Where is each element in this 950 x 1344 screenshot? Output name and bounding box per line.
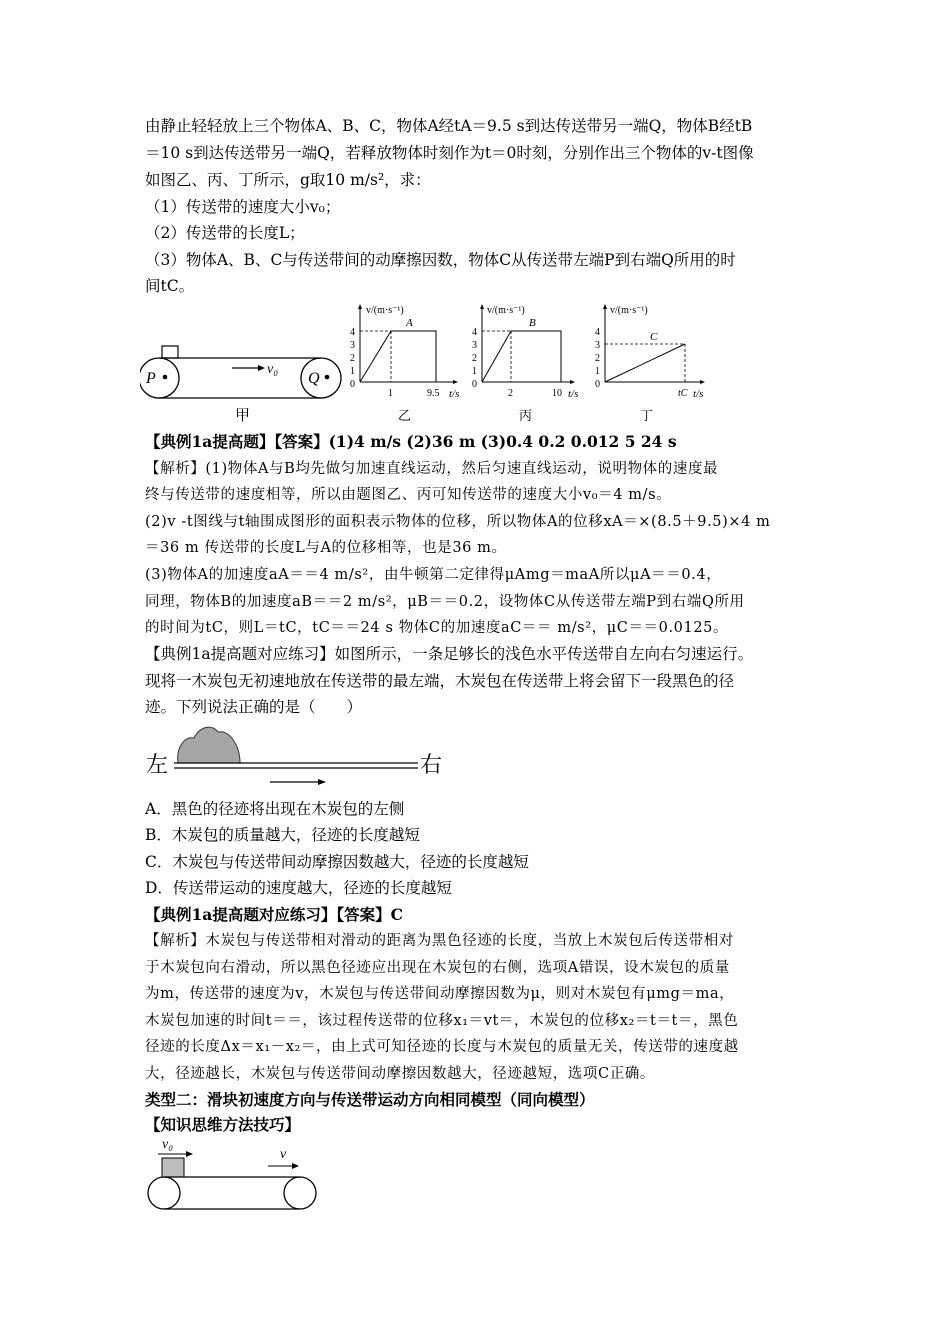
graph-ding-ylabel: v/(m·s⁻¹) [610, 305, 648, 316]
pulley-label-q: Q [308, 370, 320, 387]
belt-velocity-label: v₀ [267, 362, 279, 377]
graph-ding-ytick-3: 3 [595, 340, 600, 351]
tips-heading: 【知识思维方法技巧】 [145, 1115, 301, 1134]
graph-yi [350, 304, 459, 423]
answer-1-line-7: 的时间为tC，则L＝tC，tC＝＝24 s 物体C的加速度aC＝＝ m/s²，μC＝＝0.0125。 [145, 620, 729, 636]
option-a: A．黑色的径迹将出现在木炭包的左侧 [145, 800, 405, 818]
graph-ding-xlabel: t/s [693, 388, 704, 400]
graph-yi-xlabel: t/s [449, 388, 460, 400]
answer-2-line-4: 木炭包加速的时间t＝＝，该过程传送带的位移x₁＝vt＝，木炭包的位移x₂＝t＝t＝，黑色 [145, 1013, 739, 1029]
caption-jia: 甲 [235, 408, 251, 424]
belt-velocity-v-label: v [280, 1147, 287, 1162]
label-left: 左 [146, 752, 169, 777]
answer-1-line-5: (3)物体A的加速度aA＝＝4 m/s²，由牛顿第二定律得μAmg＝maA所以μA＝＝0.4， [145, 567, 722, 583]
graph-yi-ytick-2: 2 [350, 353, 355, 364]
question-3a: （3）物体A、B、C与传送带间的动摩擦因数，物体C从传送带左端P到右端Q所用的时 [145, 251, 736, 269]
graph-bing-ytick-3: 3 [472, 340, 477, 351]
belt-direction-arrow-icon [318, 779, 326, 785]
graph-yi-ytick-0: 0 [350, 379, 355, 390]
graph-yi-xtick-2: 9.5 [427, 388, 440, 399]
graph-bing-ytick-0: 0 [472, 379, 477, 390]
block-icon [162, 1158, 184, 1177]
graph-bing-ytick-1: 1 [472, 366, 477, 377]
graph-bing-xtick-2: 10 [552, 388, 562, 399]
answer-2-line-3: 为m，传送带的速度为v，木炭包与传送带间动摩擦因数为μ，则对木炭包有μmg＝ma， [145, 986, 735, 1002]
graph-ding-curve-label: C [650, 331, 658, 343]
caption-bing: 丙 [519, 408, 533, 423]
figure-same-direction-model [142, 1132, 332, 1214]
option-b: B．木炭包的质量越大，径迹的长度越短 [145, 826, 420, 844]
graph-yi-ytick-1: 1 [350, 366, 355, 377]
intro-line-2: ＝10 s到达传送带另一端Q，若释放物体时刻作为t＝0时刻，分别作出三个物体的v-t图像 [145, 144, 754, 162]
graph-ding-ytick-1: 1 [595, 366, 600, 377]
question-1: （1）传送带的速度大小v₀； [145, 198, 341, 216]
graph-ding [595, 304, 705, 423]
option-c: C．木炭包与传送带间动摩擦因数越大，径迹的长度越短 [145, 853, 529, 871]
answer-2-line-6: 大，径迹越长，木炭包与传送带间动摩擦因数越大，径迹越短，选项C正确。 [145, 1066, 655, 1082]
graph-yi-ytick-3: 3 [350, 340, 355, 351]
figure-charcoal-belt [142, 720, 452, 792]
block-velocity-label: v₀ [162, 1137, 174, 1152]
belt-figure-jia [140, 346, 341, 424]
graph-bing-ytick-2: 2 [472, 353, 477, 364]
graph-yi-ytick-4: 4 [350, 327, 355, 338]
graph-ding-ytick-0: 0 [595, 379, 600, 390]
graph-yi-xtick-1: 1 [388, 388, 393, 399]
answer-1-line-2: 终与传送带的速度相等，所以由题图乙、丙可知传送带的速度大小v₀＝4 m/s。 [145, 487, 672, 503]
answer-1-line-3: (2)v -t图线与t轴围成图形的面积表示物体的位移，所以物体A的位移xA＝×(8.5＋9.5)×4 m [145, 514, 771, 530]
question-2: （2）传送带的长度L； [145, 224, 305, 242]
graph-bing-curve-label: B [529, 317, 536, 329]
pulley-label-p: P [146, 370, 156, 387]
intro-line-3: 如图乙、丙、丁所示，g取10 m/s²，求： [145, 171, 431, 189]
practice-line-1: 【典例1a提高题对应练习】如图所示，一条足够长的浅色水平传送带自左向右匀速运行。 [145, 645, 754, 663]
answer-1-title: 【典例1a提高题】【答案】(1)4 m/s (2)36 m (3)0.4 0.2 0.012 5 24 s [145, 432, 677, 451]
graph-yi-ylabel: v/(m·s⁻¹) [366, 305, 404, 316]
graph-ding-ytick-4: 4 [595, 327, 600, 338]
answer-2-line-5: 径迹的长度Δx＝x₁－x₂＝，由上式可知径迹的长度与木炭包的质量无关，传送带的速度越 [145, 1039, 739, 1055]
answer-2-line-1: 【解析】木炭包与传送带相对滑动的距离为黑色径迹的长度，当放上木炭包后传送带相对 [145, 933, 734, 949]
graph-ding-xtick-tc: tC [678, 388, 688, 399]
answer-2-title: 【典例1a提高题对应练习】【答案】C [145, 905, 403, 924]
answer-1-line-4: ＝36 m 传送带的长度L与A的位移相等，也是36 m。 [145, 540, 507, 556]
graph-bing-ylabel: v/(m·s⁻¹) [487, 305, 525, 316]
graph-ding-ytick-2: 2 [595, 353, 600, 364]
question-3b: 间tC。 [145, 277, 195, 295]
answer-1-line-1: 【解析】(1)物体A与B均先做匀加速直线运动，然后匀速直线运动，说明物体的速度最 [145, 461, 719, 477]
type-2-title: 类型二：滑块初速度方向与传送带运动方向相同模型（同向模型） [145, 1090, 595, 1109]
practice-line-3: 迹。下列说法正确的是（ ） [145, 698, 363, 716]
intro-line-1: 由静止轻轻放上三个物体A、B、C，物体A经tA＝9.5 s到达传送带另一端Q，物体B经tB [145, 117, 753, 135]
caption-yi: 乙 [398, 408, 412, 423]
graph-bing-xtick-1: 2 [508, 388, 513, 399]
option-d: D．传送带运动的速度越大，径迹的长度越短 [145, 879, 452, 897]
graph-bing-xlabel: t/s [568, 388, 579, 400]
figure-belt-and-graphs [140, 298, 720, 430]
answer-2-line-2: 于木炭包向右滑动，所以黑色径迹应出现在木炭包的右侧，选项A错误，设木炭包的质量 [145, 960, 730, 976]
graph-bing-ytick-4: 4 [472, 327, 477, 338]
charcoal-bag-icon [178, 727, 240, 763]
practice-line-2: 现将一木炭包无初速地放在传送带的最左端，木炭包在传送带上将会留下一段黑色的径 [145, 672, 735, 690]
answer-1-line-6: 同理，物体B的加速度aB＝＝2 m/s²，μB＝＝0.2，设物体C从传送带左端P到右端Q所用 [145, 594, 745, 610]
graph-bing [472, 304, 578, 423]
graph-yi-curve-label: A [406, 317, 413, 329]
label-right: 右 [420, 752, 443, 777]
caption-ding: 丁 [640, 408, 654, 423]
